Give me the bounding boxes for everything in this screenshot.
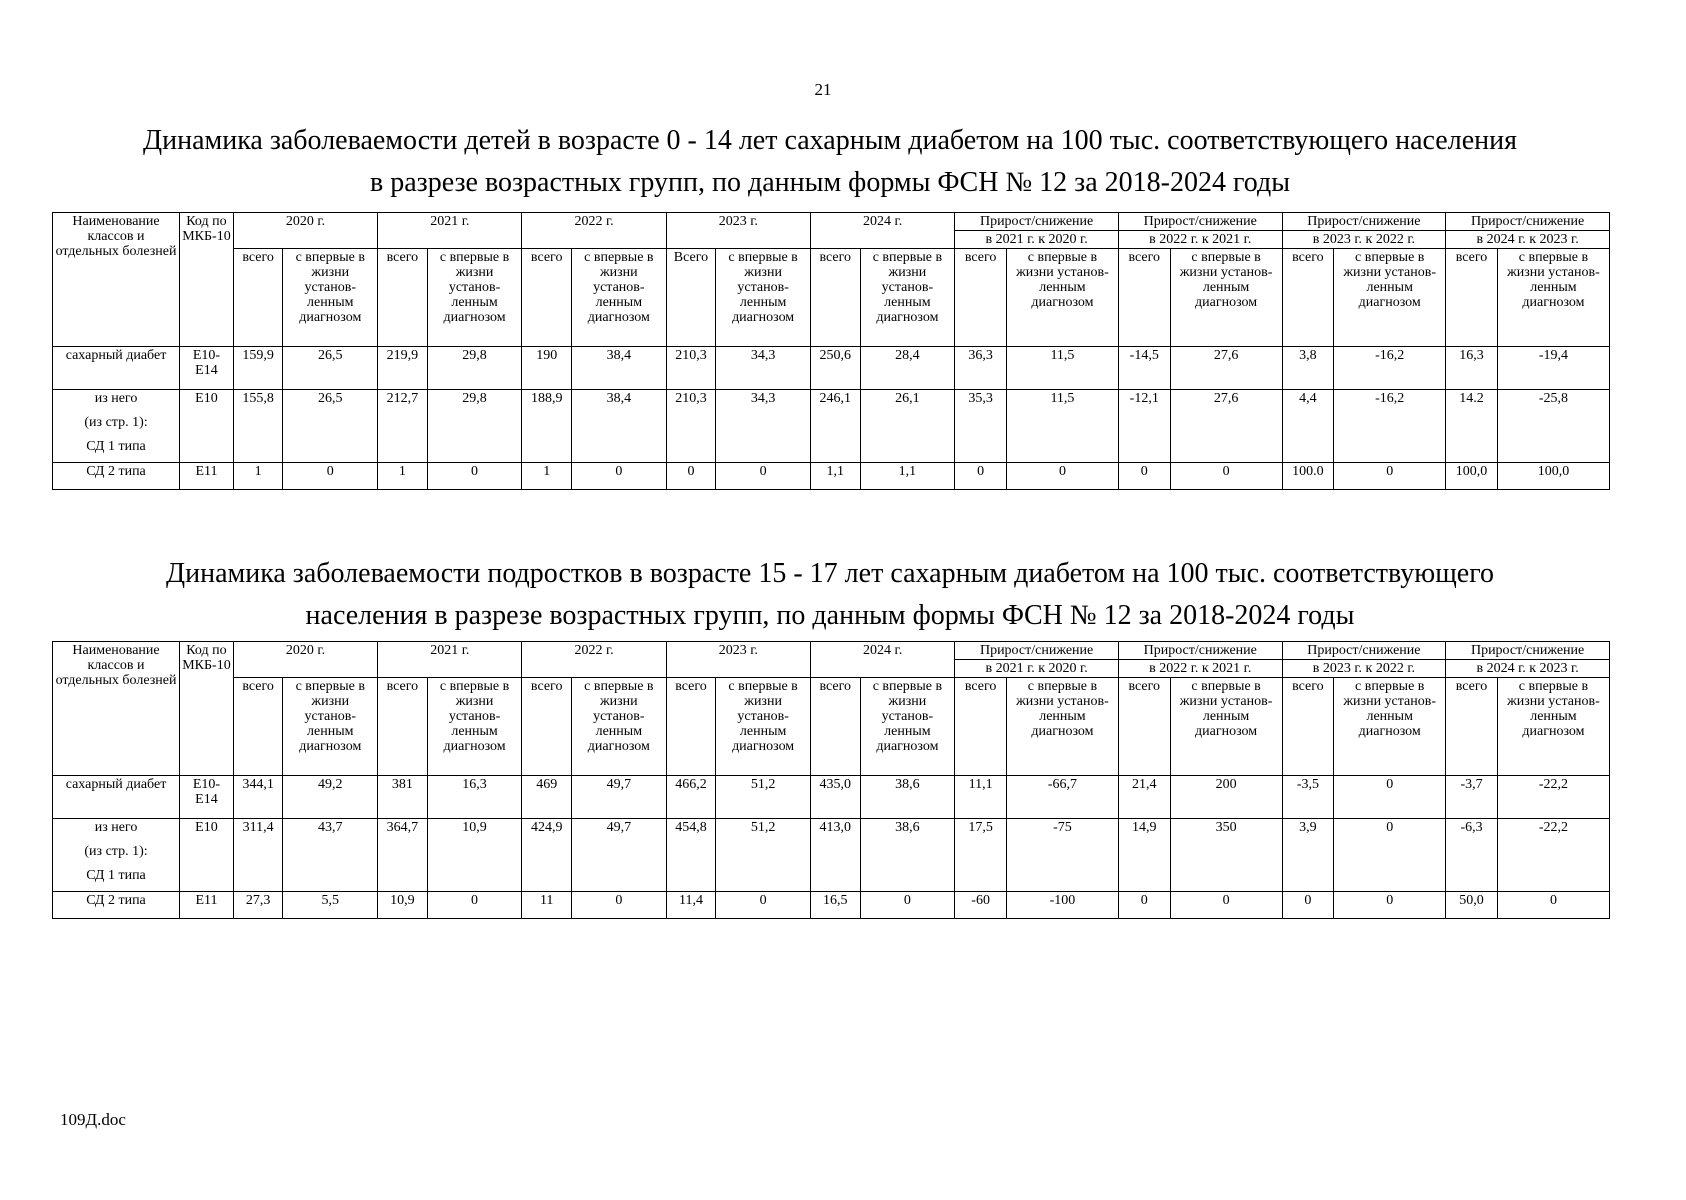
header-growth-total: всего xyxy=(955,249,1007,347)
header-growth-period: в 2024 г. к 2023 г. xyxy=(1446,231,1610,249)
morbidity-table-adolescents xyxy=(52,641,1610,919)
cell-value: -3,7 xyxy=(1446,776,1498,819)
cell-value: 1 xyxy=(233,463,283,490)
cell-value: -75 xyxy=(1006,819,1118,892)
row-name-note: (из стр. 1): xyxy=(53,414,180,438)
cell-value: 100,0 xyxy=(1497,463,1609,490)
cell-value: 51,2 xyxy=(716,776,811,819)
table-2-title xyxy=(50,553,1610,637)
cell-value: 38,6 xyxy=(860,819,955,892)
header-growth-title: Прирост/снижение xyxy=(1118,213,1282,231)
header-growth-period: в 2023 г. к 2022 г. xyxy=(1282,660,1446,678)
cell-value: 3,8 xyxy=(1282,347,1334,390)
header-name: Наименование классов и отдельных болезней xyxy=(53,642,180,776)
cell-value: 29,8 xyxy=(427,390,522,463)
table-row xyxy=(53,390,1610,415)
cell-value: 5,5 xyxy=(283,892,378,919)
cell-value: 10,9 xyxy=(378,892,428,919)
cell-value: 344,1 xyxy=(233,776,283,819)
header-growth-title: Прирост/снижение xyxy=(1118,642,1282,660)
header-total: всего xyxy=(666,678,716,776)
header-growth-total: всего xyxy=(1446,678,1498,776)
cell-value: 0 xyxy=(955,463,1007,490)
header-growth-period: в 2024 г. к 2023 г. xyxy=(1446,660,1610,678)
cell-value: 1,1 xyxy=(811,463,861,490)
cell-value: 11,5 xyxy=(1006,347,1118,390)
header-row xyxy=(53,678,1610,776)
cell-value: 350 xyxy=(1170,819,1282,892)
header-year: 2021 г. xyxy=(378,213,522,249)
table-row xyxy=(53,463,1610,490)
header-growth-new: с впервые в жизни установ-ленным диагнозом xyxy=(1497,678,1609,776)
cell-value: -3,5 xyxy=(1282,776,1334,819)
header-row xyxy=(53,642,1610,660)
header-growth-title: Прирост/снижение xyxy=(1282,213,1446,231)
footer-filename: 109Д.doc xyxy=(60,1110,126,1129)
cell-value: -25,8 xyxy=(1497,390,1609,463)
header-total: всего xyxy=(522,249,572,347)
row-name-note: (из стр. 1): xyxy=(53,843,180,867)
header-growth-title: Прирост/снижение xyxy=(955,642,1119,660)
cell-value: -12,1 xyxy=(1118,390,1170,463)
row-name-type: СД 1 типа xyxy=(53,438,180,463)
row-name: из него xyxy=(53,390,180,415)
cell-value: 190 xyxy=(522,347,572,390)
cell-value: 100,0 xyxy=(1446,463,1498,490)
cell-value: 466,2 xyxy=(666,776,716,819)
cell-value: 0 xyxy=(1334,892,1446,919)
cell-value: -22,2 xyxy=(1497,819,1609,892)
cell-value: 100.0 xyxy=(1282,463,1334,490)
cell-value: 0 xyxy=(1170,892,1282,919)
row-code: Е10-Е14 xyxy=(180,776,234,819)
cell-value: -16,2 xyxy=(1334,390,1446,463)
cell-value: 26,1 xyxy=(860,390,955,463)
row-name: СД 2 типа xyxy=(53,892,180,919)
header-new-diagnosis: с впервые в жизни установ-ленным диагнозом xyxy=(860,249,955,347)
header-growth-title: Прирост/снижение xyxy=(1446,213,1610,231)
header-growth-period: в 2022 г. к 2021 г. xyxy=(1118,231,1282,249)
cell-value: 155,8 xyxy=(233,390,283,463)
row-code: Е11 xyxy=(180,892,234,919)
header-new-diagnosis: с впервые в жизни установ-ленным диагнозом xyxy=(571,678,666,776)
header-new-diagnosis: с впервые в жизни установ-ленным диагнозом xyxy=(716,678,811,776)
header-growth-period: в 2021 г. к 2020 г. xyxy=(955,660,1119,678)
cell-value: 51,2 xyxy=(716,819,811,892)
table-row xyxy=(53,347,1610,390)
cell-value: 0 xyxy=(427,463,522,490)
header-growth-total: всего xyxy=(1118,678,1170,776)
table-row xyxy=(53,776,1610,819)
header-year: 2024 г. xyxy=(811,642,955,678)
cell-value: 219,9 xyxy=(378,347,428,390)
header-growth-title: Прирост/снижение xyxy=(1446,642,1610,660)
cell-value: 27,6 xyxy=(1170,390,1282,463)
cell-value: 10,9 xyxy=(427,819,522,892)
page-number: 21 xyxy=(814,80,832,99)
header-total: всего xyxy=(378,249,428,347)
header-code: Код по МКБ-10 xyxy=(180,213,234,347)
cell-value: 35,3 xyxy=(955,390,1007,463)
cell-value: 11 xyxy=(522,892,572,919)
cell-value: 454,8 xyxy=(666,819,716,892)
table-1-title xyxy=(50,120,1610,204)
table-row xyxy=(53,892,1610,919)
header-year: 2020 г. xyxy=(233,642,377,678)
header-total: всего xyxy=(522,678,572,776)
cell-value: 0 xyxy=(1334,819,1446,892)
header-row xyxy=(53,249,1610,347)
header-total: всего xyxy=(233,249,283,347)
header-total: всего xyxy=(233,678,283,776)
header-new-diagnosis: с впервые в жизни установ-ленным диагнозом xyxy=(427,249,522,347)
cell-value: 0 xyxy=(716,892,811,919)
cell-value: 1,1 xyxy=(860,463,955,490)
cell-value: 200 xyxy=(1170,776,1282,819)
cell-value: 0 xyxy=(1006,463,1118,490)
cell-value: 210,3 xyxy=(666,347,716,390)
row-code: Е10 xyxy=(180,819,234,892)
row-code: Е10-Е14 xyxy=(180,347,234,390)
header-year: 2024 г. xyxy=(811,213,955,249)
header-total: всего xyxy=(811,678,861,776)
row-name: СД 2 типа xyxy=(53,463,180,490)
header-year: 2020 г. xyxy=(233,213,377,249)
table-2-title-line-1: Динамика заболеваемости подростков в возрасте 15 - 17 лет сахарным диабетом на 100 тыс. соответствующего xyxy=(166,558,1494,589)
cell-value: 435,0 xyxy=(811,776,861,819)
cell-value: 3,9 xyxy=(1282,819,1334,892)
header-new-diagnosis: с впервые в жизни установ-ленным диагнозом xyxy=(427,678,522,776)
header-growth-title: Прирост/снижение xyxy=(955,213,1119,231)
cell-value: 38,4 xyxy=(571,390,666,463)
cell-value: 16,3 xyxy=(1446,347,1498,390)
cell-value: 0 xyxy=(427,892,522,919)
cell-value: 212,7 xyxy=(378,390,428,463)
table-1-title-line-2: в разрезе возрастных групп, по данным формы ФСН № 12 за 2018-2024 годы xyxy=(369,167,1291,198)
header-growth-total: всего xyxy=(955,678,1007,776)
cell-value: 311,4 xyxy=(233,819,283,892)
header-year: 2022 г. xyxy=(522,213,666,249)
cell-value: 0 xyxy=(1282,892,1334,919)
cell-value: 49,2 xyxy=(283,776,378,819)
cell-value: 36,3 xyxy=(955,347,1007,390)
cell-value: 50,0 xyxy=(1446,892,1498,919)
cell-value: -19,4 xyxy=(1497,347,1609,390)
cell-value: 381 xyxy=(378,776,428,819)
cell-value: 43,7 xyxy=(283,819,378,892)
cell-value: 4,4 xyxy=(1282,390,1334,463)
cell-value: 26,5 xyxy=(283,390,378,463)
header-total: всего xyxy=(378,678,428,776)
cell-value: 250,6 xyxy=(811,347,861,390)
cell-value: 413,0 xyxy=(811,819,861,892)
cell-value: 210,3 xyxy=(666,390,716,463)
header-total: всего xyxy=(811,249,861,347)
table-row xyxy=(53,819,1610,844)
cell-value: 0 xyxy=(860,892,955,919)
header-growth-new: с впервые в жизни установ-ленным диагнозом xyxy=(1006,249,1118,347)
cell-value: 34,3 xyxy=(716,347,811,390)
row-name: из него xyxy=(53,819,180,844)
cell-value: -60 xyxy=(955,892,1007,919)
header-growth-total: всего xyxy=(1282,678,1334,776)
row-code: Е11 xyxy=(180,463,234,490)
cell-value: 14.2 xyxy=(1446,390,1498,463)
header-growth-new: с впервые в жизни установ-ленным диагнозом xyxy=(1334,678,1446,776)
cell-value: 1 xyxy=(378,463,428,490)
cell-value: 16,3 xyxy=(427,776,522,819)
header-growth-total: всего xyxy=(1446,249,1498,347)
header-growth-period: в 2021 г. к 2020 г. xyxy=(955,231,1119,249)
cell-value: 0 xyxy=(1497,892,1609,919)
morbidity-table-children xyxy=(52,212,1610,490)
cell-value: 0 xyxy=(571,892,666,919)
header-name: Наименование классов и отдельных болезней xyxy=(53,213,180,347)
cell-value: -6,3 xyxy=(1446,819,1498,892)
cell-value: 0 xyxy=(1334,776,1446,819)
header-year: 2021 г. xyxy=(378,642,522,678)
cell-value: 49,7 xyxy=(571,819,666,892)
cell-value: 28,4 xyxy=(860,347,955,390)
row-name: сахарный диабет xyxy=(53,776,180,819)
table-1-title-line-1: Динамика заболеваемости детей в возрасте 0 - 14 лет сахарным диабетом на 100 тыс. соответствующего населения xyxy=(143,125,1517,156)
header-growth-period: в 2023 г. к 2022 г. xyxy=(1282,231,1446,249)
cell-value: 11,5 xyxy=(1006,390,1118,463)
cell-value: 0 xyxy=(283,463,378,490)
header-growth-title: Прирост/снижение xyxy=(1282,642,1446,660)
cell-value: -22,2 xyxy=(1497,776,1609,819)
header-growth-period: в 2022 г. к 2021 г. xyxy=(1118,660,1282,678)
cell-value: -16,2 xyxy=(1334,347,1446,390)
header-total: Всего xyxy=(666,249,716,347)
table-2-title-line-2: населения в разрезе возрастных групп, по данным формы ФСН № 12 за 2018-2024 годы xyxy=(305,600,1355,631)
header-growth-total: всего xyxy=(1282,249,1334,347)
cell-value: 11,4 xyxy=(666,892,716,919)
cell-value: 27,3 xyxy=(233,892,283,919)
header-new-diagnosis: с впервые в жизни установ-ленным диагнозом xyxy=(716,249,811,347)
cell-value: 14,9 xyxy=(1118,819,1170,892)
header-code: Код по МКБ-10 xyxy=(180,642,234,776)
cell-value: 1 xyxy=(522,463,572,490)
cell-value: 38,4 xyxy=(571,347,666,390)
cell-value: 364,7 xyxy=(378,819,428,892)
cell-value: 27,6 xyxy=(1170,347,1282,390)
cell-value: 469 xyxy=(522,776,572,819)
header-year: 2022 г. xyxy=(522,642,666,678)
header-growth-new: с впервые в жизни установ-ленным диагнозом xyxy=(1497,249,1609,347)
cell-value: 159,9 xyxy=(233,347,283,390)
cell-value: 0 xyxy=(571,463,666,490)
header-row xyxy=(53,213,1610,231)
header-year: 2023 г. xyxy=(666,213,810,249)
cell-value: 49,7 xyxy=(571,776,666,819)
cell-value: 16,5 xyxy=(811,892,861,919)
cell-value: 0 xyxy=(1334,463,1446,490)
cell-value: 29,8 xyxy=(427,347,522,390)
cell-value: 188,9 xyxy=(522,390,572,463)
header-year: 2023 г. xyxy=(666,642,810,678)
header-new-diagnosis: с впервые в жизни установ-ленным диагнозом xyxy=(860,678,955,776)
header-growth-new: с впервые в жизни установ-ленным диагнозом xyxy=(1006,678,1118,776)
cell-value: 26,5 xyxy=(283,347,378,390)
header-new-diagnosis: с впервые в жизни установ-ленным диагнозом xyxy=(283,249,378,347)
row-name: сахарный диабет xyxy=(53,347,180,390)
cell-value: 0 xyxy=(1118,892,1170,919)
row-name-type: СД 1 типа xyxy=(53,867,180,892)
cell-value: 11,1 xyxy=(955,776,1007,819)
cell-value: 0 xyxy=(1170,463,1282,490)
header-growth-new: с впервые в жизни установ-ленным диагнозом xyxy=(1170,249,1282,347)
header-growth-total: всего xyxy=(1118,249,1170,347)
header-growth-new: с впервые в жизни установ-ленным диагнозом xyxy=(1334,249,1446,347)
header-new-diagnosis: с впервые в жизни установ-ленным диагнозом xyxy=(283,678,378,776)
cell-value: 34,3 xyxy=(716,390,811,463)
header-new-diagnosis: с впервые в жизни установ-ленным диагнозом xyxy=(571,249,666,347)
cell-value: -14,5 xyxy=(1118,347,1170,390)
cell-value: 246,1 xyxy=(811,390,861,463)
cell-value: 21,4 xyxy=(1118,776,1170,819)
cell-value: 0 xyxy=(1118,463,1170,490)
cell-value: -100 xyxy=(1006,892,1118,919)
header-growth-new: с впервые в жизни установ-ленным диагнозом xyxy=(1170,678,1282,776)
cell-value: 424,9 xyxy=(522,819,572,892)
cell-value: -66,7 xyxy=(1006,776,1118,819)
cell-value: 0 xyxy=(666,463,716,490)
cell-value: 17,5 xyxy=(955,819,1007,892)
cell-value: 38,6 xyxy=(860,776,955,819)
row-code: Е10 xyxy=(180,390,234,463)
cell-value: 0 xyxy=(716,463,811,490)
